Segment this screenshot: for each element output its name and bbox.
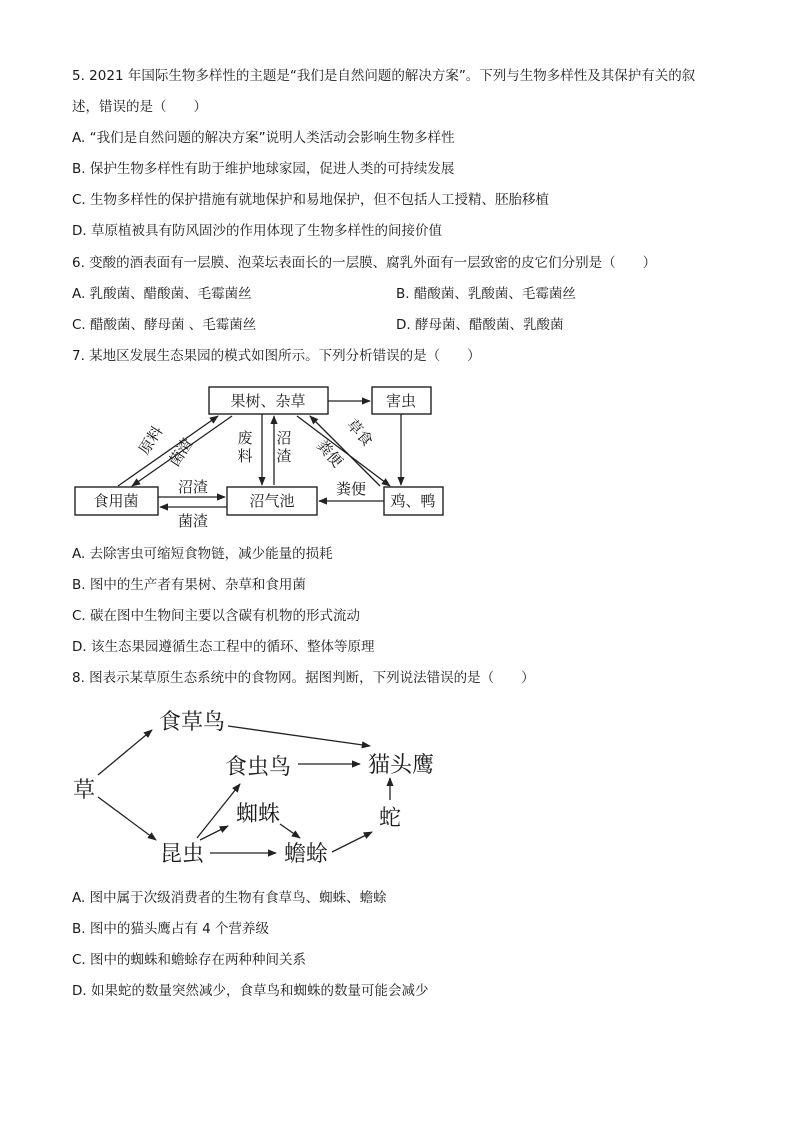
fw-owl: 猫头鹰 (367, 753, 435, 778)
fw-toad: 蟾蜍 (283, 842, 329, 867)
q5-option-d: D. 草原植被具有防风固沙的作用体现了生物多样性的间接价值 (72, 223, 442, 239)
fw-snake: 蛇 (378, 806, 402, 831)
q5-stem-line2: 述，错误的是（ ） (72, 99, 207, 115)
q6-option-c: C. 醋酸菌、酵母菌 、毛霉菌丝 (72, 317, 257, 333)
label-waste-1: 废 (237, 429, 253, 447)
node-fruit: 果树、杂草 (230, 392, 306, 410)
node-pest: 害虫 (385, 392, 417, 410)
q7-option-c: C. 碳在图中生物间主要以含碳有机物的形式流动 (72, 608, 361, 624)
label-manure-horiz: 粪便 (335, 480, 367, 498)
q5-option-b: B. 保护生物多样性有助于维护地球家园，促进人类的可持续发展 (72, 161, 455, 177)
q5-stem-line1: 5. 2021 年国际生物多样性的主题是“我们是自然问题的解决方案”。下列与生物多样性及其保护有关的叙 (72, 68, 696, 84)
node-fungus: 食用菌 (93, 492, 139, 510)
q5-option-c: C. 生物多样性的保护措施有就地保护和易地保护，但不包括人工授精、胚胎移植 (72, 192, 550, 208)
q7-option-b: B. 图中的生产者有果树、杂草和食用菌 (72, 577, 306, 593)
q8-option-d: D. 如果蛇的数量突然减少，食草鸟和蜘蛛的数量可能会减少 (72, 983, 429, 999)
label-fungus-residue-horiz: 菌渣 (177, 512, 209, 530)
label-fungus-residue-diag: 菌渣 (165, 434, 197, 470)
label-manure-diag: 粪便 (312, 436, 347, 471)
q6-stem: 6. 变酸的酒表面有一层膜、泡菜坛表面长的一层膜、腐乳外面有一层致密的皮它们分别是（ ） (72, 255, 657, 271)
label-biogas-residue-vert-1: 沼 (276, 429, 292, 447)
fw-insect: 昆虫 (159, 842, 205, 867)
label-grazing: 草食 (342, 415, 377, 450)
q6-option-d: D. 酵母菌、醋酸菌、乳酸菌 (396, 317, 564, 333)
fw-spider: 蜘蛛 (235, 802, 281, 827)
arrow-fungus-fruit (118, 416, 218, 486)
q7-option-d: D. 该生态果园遵循生态工程中的循环、整体等原理 (72, 639, 375, 655)
fw-herb-bird: 食草鸟 (158, 710, 226, 735)
q5-option-a: A. “我们是自然问题的解决方案”说明人类活动会影响生物多样性 (72, 130, 455, 146)
node-poultry: 鸡、鸭 (390, 492, 436, 510)
q7-option-a: A. 去除害虫可缩短食物链，减少能量的损耗 (72, 546, 333, 562)
label-biogas-residue-horiz: 沼渣 (177, 478, 209, 496)
label-biogas-residue-vert-2: 渣 (276, 447, 292, 465)
q8-option-a: A. 图中属于次级消费者的生物有食草鸟、蜘蛛、蟾蜍 (72, 890, 387, 906)
label-waste-2: 料 (237, 447, 253, 465)
node-biogas: 沼气池 (249, 492, 295, 510)
fw-grass: 草 (72, 778, 96, 803)
fw-insect-bird: 食虫鸟 (224, 755, 292, 780)
q6-option-b: B. 醋酸菌、乳酸菌、毛霉菌丝 (396, 286, 576, 302)
q7-stem: 7. 某地区发展生态果园的模式如图所示。下列分析错误的是（ ） (72, 348, 481, 364)
q8-stem: 8. 图表示某草原生态系统中的食物网。据图判断，下列说法错误的是（ ） (72, 670, 535, 686)
label-raw-material: 原料 (135, 422, 167, 458)
q8-option-b: B. 图中的猫头鹰占有 4 个营养级 (72, 921, 270, 937)
q6-option-a: A. 乳酸菌、醋酸菌、毛霉菌丝 (72, 286, 252, 302)
q8-option-c: C. 图中的蜘蛛和蟾蜍存在两种种间关系 (72, 952, 307, 968)
